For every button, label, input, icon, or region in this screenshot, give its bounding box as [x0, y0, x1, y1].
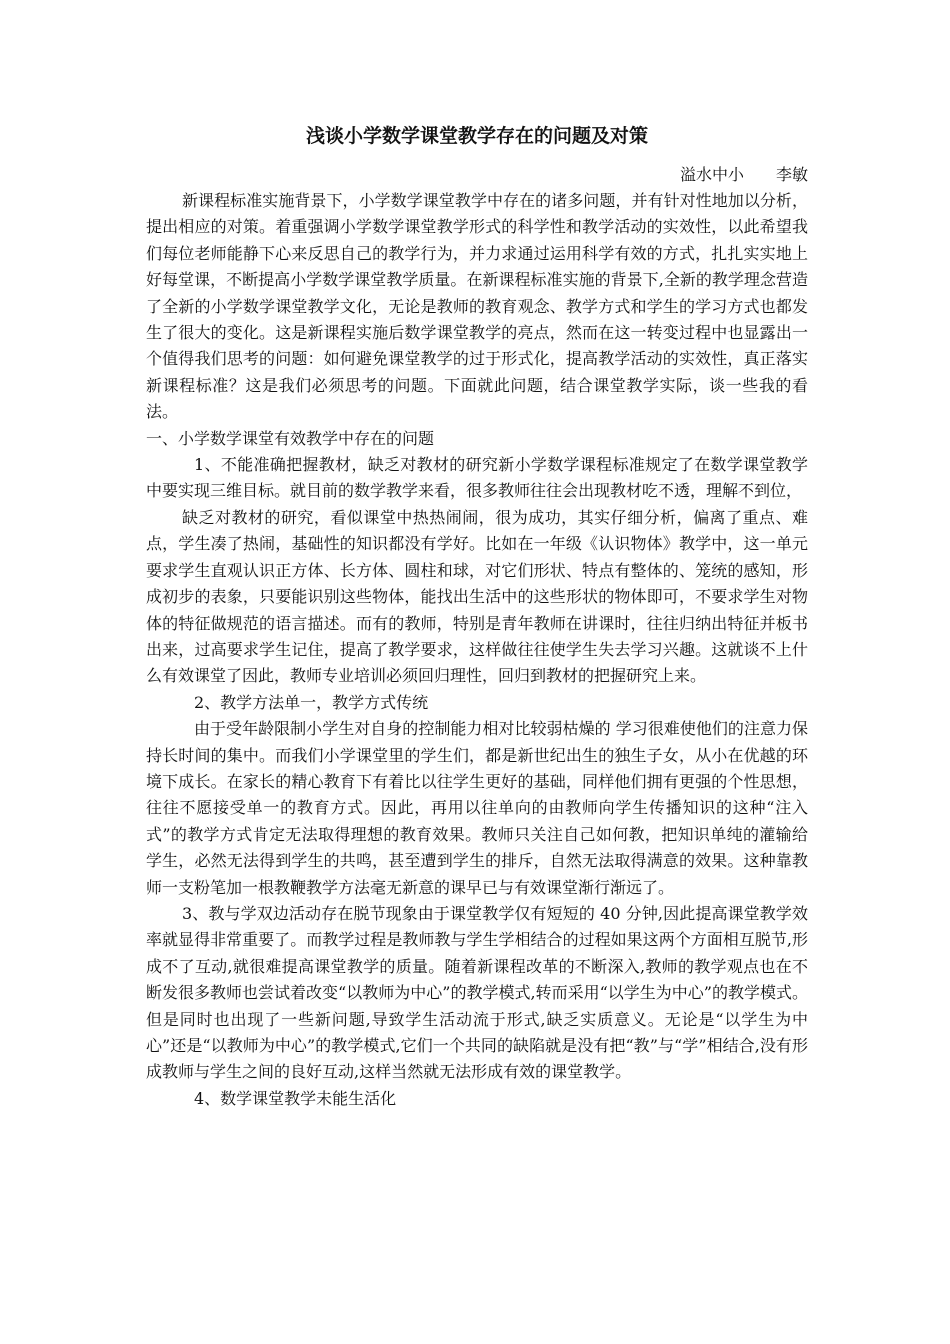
- section-heading-1: 一、小学数学课堂有效教学中存在的问题: [146, 428, 435, 448]
- point-1-continuation: 缺乏对教材的研究，看似课堂中热热闹闹，很为成功，其实仔细分析，偏离了重点、难点，学生凑了热闹，基础性的知识都没有学好。比如在一年级《认识物体》教学中，这一单元要求学生直观认识正方体、长方体、圆柱和球，对它们形状、特点有整体的、笼统的感知，形成初步的表象，只要能识别这些物体，能找出生活中的这些形状的物体即可，不要求学生对物体的特征做规范的语言描述。而有的教师，特别是青年教师在讲课时，往往归纳出特征并板书出来，过高要求学生记住，提高了教学要求，这样做往往使学生失去学习兴趣。这就谈不上什么有效课堂了因此，教师专业培训必须回归理性，回归到教材的把握研究上来。: [146, 507, 808, 686]
- point-4-heading: 4、数学课堂教学未能生活化: [194, 1088, 397, 1108]
- point-3-paragraph: 3、教与学双边活动存在脱节现象由于课堂教学仅有短短的 40 分钟,因此提高课堂教学效率就显得非常重要了。而教学过程是教师教与学生学相结合的过程如果这两个方面相互脱节,形成不了互动,就很难提高课堂教学的质量。随着新课程改革的不断深入,教师的教学观点也在不断发很多教师也尝试着改变“以教师为中心”的教学模式,转而采用“以学生为中心”的教学模式。但是同时也出现了一些新问题,导致学生活动流于形式,缺乏实质意义。无论是“以学生为中心”还是“以教师为中心”的教学模式,它们一个共同的缺陷就是没有把“教”与“学”相结合,没有形成教师与学生之间的良好互动,这样当然就无法形成有效的课堂教学。: [146, 903, 808, 1082]
- document-title: 浅谈小学数学课堂教学存在的问题及对策: [305, 125, 648, 147]
- point-1-paragraph: 1、不能准确把握教材，缺乏对教材的研究新小学数学课程标准规定了在数学课堂教学中要实现三维目标。就目前的数学教学来看，很多教师往往会出现教材吃不透，理解不到位，: [146, 455, 808, 501]
- point-2-paragraph: 由于受年龄限制小学生对自身的控制能力相对比较弱枯燥的 学习很难使他们的注意力保持长时间的集中。而我们小学课堂里的学生们，都是新世纪出生的独生子女，从小在优越的环境下成长。在家长的精心教育下有着比以往学生更好的基础，同样他们拥有更强的个性思想，往往不愿接受单一的教育方式。因此，再用以往单向的由教师向学生传播知识的这种“注入式”的教学方式肯定无法取得理想的教育效果。教师只关注自己如何教，把知识单纯的灌输给学生，必然无法得到学生的共鸣，甚至遭到学生的排斥，自然无法取得满意的效果。这种靠教师一支粉笔加一根教鞭教学方法毫无新意的课早已与有效课堂渐行渐远了。: [146, 719, 808, 897]
- intro-paragraph: 新课程标准实施背景下，小学数学课堂教学中存在的诸多问题，并有针对性地加以分析，提出相应的对策。着重强调小学数学课堂教学形式的科学性和教学活动的实效性，以此希望我们每位老师能静下心来反思自己的教学行为，并力求通过运用科学有效的方式，扎扎实实地上好每堂课，不断提高小学数学课堂教学质量。在新课程标准实施的背景下,全新的教学理念营造了全新的小学数学课堂教学文化，无论是教师的教育观念、教学方式和学生的学习方式也都发生了很大的变化。这是新课程实施后数学课堂教学的亮点，然而在这一转变过程中也显露出一个值得我们思考的问题：如何避免课堂教学的过于形式化，提高教学活动的实效性，真正落实新课程标准？这是我们必须思考的问题。下面就此问题，结合课堂教学实际，谈一些我的看法。: [146, 191, 808, 422]
- author-byline: 溢水中小 李敏: [679, 165, 808, 184]
- point-2-heading: 2、教学方法单一，教学方式传统: [194, 692, 429, 712]
- document-page: [146, 118, 808, 1112]
